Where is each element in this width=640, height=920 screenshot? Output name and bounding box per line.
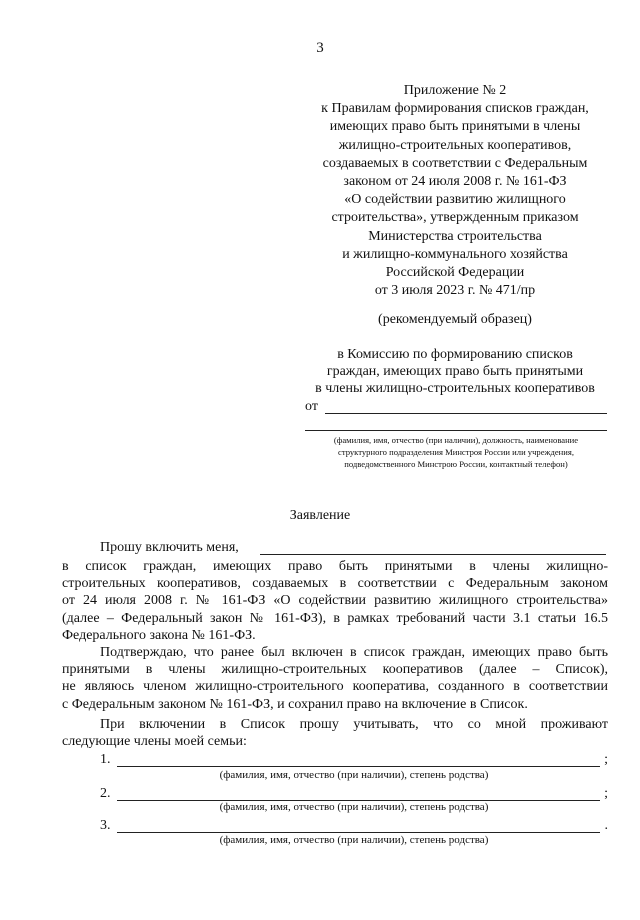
addressee-block [290, 346, 620, 397]
paragraph-line: (далее – Федеральный закон № 161-ФЗ), в рамках требований части 3.1 статьи 16.5 [62, 610, 608, 626]
hint-line: структурного подразделения Минстроя России или учреждения, [338, 447, 574, 457]
appendix-line: строительства», утвержденным приказом [331, 210, 579, 226]
paragraph-line: не являюсь членом жилищно-строительного кооператива, созданного в соответствии [62, 679, 608, 695]
request-name-field[interactable] [100, 540, 606, 557]
paragraph-line: Федерального закона № 161-ФЗ. [62, 627, 256, 643]
appendix-line: создаваемых в соответствии с Федеральным [322, 155, 588, 171]
document-title: Заявление [289, 508, 351, 523]
from-label: от [305, 399, 318, 414]
from-field-hint [300, 434, 612, 470]
family-member-blank-line[interactable] [117, 832, 600, 833]
appendix-line: Российской Федерации [385, 265, 525, 281]
paragraph-line: следующие члены моей семьи: [62, 734, 247, 750]
family-member-field-1[interactable] [100, 752, 608, 769]
family-member-field-3[interactable] [100, 818, 608, 835]
family-member-hint: (фамилия, имя, отчество (при наличии), степень родства) [219, 834, 489, 846]
addressee-line: в Комиссию по формированию списков [337, 347, 573, 362]
from-blank-line[interactable] [325, 413, 607, 414]
item-end-punct: . [604, 818, 608, 833]
item-end-punct: ; [604, 786, 608, 801]
addressee-line: в члены жилищно-строительных кооперативов [315, 381, 595, 396]
family-member-blank-line[interactable] [117, 766, 600, 767]
paragraph-line: с Федеральным законом № 161-ФЗ, и сохранил право на включение в Список. [62, 696, 528, 712]
addressee-line: граждан, имеющих право быть принятыми [326, 364, 584, 379]
appendix-line: «О содействии развитию жилищного [344, 192, 566, 208]
item-number: 2. [100, 786, 111, 801]
from-blank-line-2[interactable] [305, 430, 607, 431]
confirm-paragraph [62, 644, 608, 713]
appendix-line: имеющих право быть принятыми в члены [329, 119, 581, 135]
paragraph-line: в список граждан, имеющих право быть принятыми в члены жилищно- [62, 559, 608, 574]
page-number: 3 [316, 40, 324, 56]
paragraph-line: строительных кооперативов, создаваемых в соответствии с Федеральным законом [62, 576, 608, 592]
appendix-header [290, 82, 620, 300]
request-paragraph [62, 558, 608, 644]
paragraph-line: принятыми в члены жилищно-строительных кооперативов (далее – Список), [62, 662, 608, 678]
appendix-line: Министерства строительства [368, 228, 542, 244]
family-member-hint: (фамилия, имя, отчество (при наличии), степень родства) [219, 769, 489, 781]
sample-note: (рекомендуемый образец) [378, 312, 532, 327]
hint-line: (фамилия, имя, отчество (при наличии), должность, наименование [333, 435, 579, 445]
appendix-line: Приложение № 2 [403, 83, 507, 98]
paragraph-line: При включении в Список прошу учитывать, что со мной проживают [100, 717, 608, 732]
item-end-punct: ; [604, 752, 608, 767]
paragraph-line: Подтверждаю, что ранее был включен в список граждан, имеющих право быть [100, 645, 608, 660]
family-paragraph [62, 716, 608, 750]
hint-line: подведомственного Минстрою России, контактный телефон) [344, 459, 568, 469]
family-member-hint: (фамилия, имя, отчество (при наличии), степень родства) [219, 801, 489, 813]
item-number: 3. [100, 818, 111, 833]
paragraph-line: от 24 июля 2008 г. № 161-ФЗ «О содействии развитию жилищного строительства» [62, 593, 608, 609]
request-prefix: Прошу включить меня, [100, 540, 239, 555]
item-number: 1. [100, 752, 111, 767]
appendix-line: к Правилам формирования списков граждан, [321, 101, 589, 117]
appendix-line: законом от 24 июля 2008 г. № 161-ФЗ [343, 174, 567, 190]
appendix-line: жилищно-строительных кооперативов, [338, 137, 572, 153]
appendix-line: и жилищно-коммунального хозяйства [342, 246, 568, 262]
from-field[interactable] [305, 399, 607, 416]
appendix-line: от 3 июля 2023 г. № 471/пр [374, 283, 536, 299]
name-blank-line[interactable] [260, 554, 606, 555]
